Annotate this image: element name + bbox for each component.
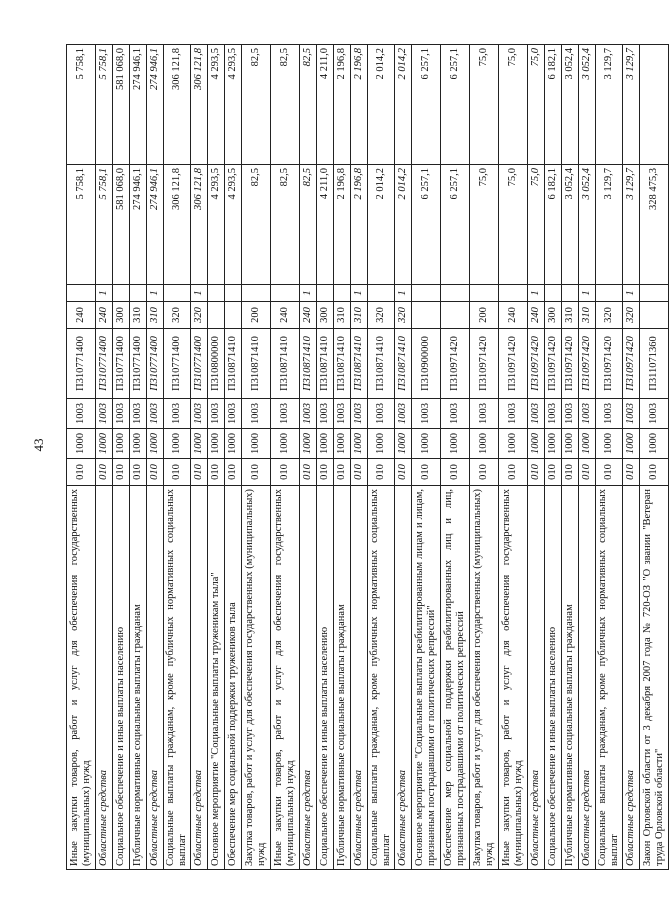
- row-name: Иные закупки товаров, работ и услуг для обеспечения государственных (муниципальных) нужд: [499, 486, 528, 870]
- admin-code: 010: [242, 459, 271, 486]
- admin-code: 010: [147, 459, 164, 486]
- funding-source-flag: [412, 285, 441, 302]
- subsection-code: 1003: [130, 399, 147, 429]
- table-row: [164, 45, 191, 870]
- target-article-code: П310871410: [395, 329, 412, 399]
- row-name: Социальное обеспечение и иные выплаты населению: [317, 486, 334, 870]
- funding-source-flag: [596, 285, 623, 302]
- subsection-code: 1003: [147, 399, 164, 429]
- subsection-code: 1003: [368, 399, 395, 429]
- table-row: [334, 45, 351, 870]
- subsection-code: 1003: [441, 399, 470, 429]
- section-code: 1000: [96, 429, 113, 459]
- target-article-code: П310971420: [579, 329, 596, 399]
- expense-type-code: [441, 302, 470, 329]
- target-article-code: П310971420: [562, 329, 579, 399]
- table-row: [130, 45, 147, 870]
- table-row: [351, 45, 368, 870]
- funding-source-flag: [562, 285, 579, 302]
- row-name: Основное мероприятие "Социальные выплаты реабилитированным лицам и лицам, признанным пострадавшими от политических репрессий": [412, 486, 441, 870]
- amount-year-2: 306 121,8: [191, 45, 208, 165]
- admin-code: 010: [545, 459, 562, 486]
- expense-type-code: 300: [545, 302, 562, 329]
- section-code: 1000: [242, 429, 271, 459]
- row-name: Публичные нормативные социальные выплаты гражданам: [562, 486, 579, 870]
- funding-source-flag: 1: [300, 285, 317, 302]
- expense-type-code: [208, 302, 225, 329]
- amount-year-1: 82,5: [271, 165, 300, 285]
- expense-type-code: 320: [368, 302, 395, 329]
- section-code: 1000: [67, 429, 96, 459]
- table-row: [67, 45, 96, 870]
- row-name: Закупка товаров, работ и услуг для обеспечения государственных (муниципальных) нужд: [470, 486, 499, 870]
- expense-type-code: 310: [351, 302, 368, 329]
- amount-year-2: 2 196,8: [351, 45, 368, 165]
- table-row: [441, 45, 470, 870]
- amount-year-2: 6 182,1: [545, 45, 562, 165]
- section-code: 1000: [441, 429, 470, 459]
- expense-type-code: 310: [579, 302, 596, 329]
- funding-source-flag: [499, 285, 528, 302]
- row-name: Социальные выплаты гражданам, кроме публичных нормативных социальных выплат: [368, 486, 395, 870]
- funding-source-flag: [113, 285, 130, 302]
- funding-source-flag: [225, 285, 242, 302]
- amount-year-2: 5 758,1: [67, 45, 96, 165]
- target-article-code: П310871410: [334, 329, 351, 399]
- row-name: Закон Орловской области от 3 декабря 2007 года № 720-ОЗ "О звании "Ветеран труда Орловской области": [640, 486, 669, 870]
- admin-code: 010: [368, 459, 395, 486]
- section-code: 1000: [334, 429, 351, 459]
- amount-year-2: 4 293,5: [225, 45, 242, 165]
- expense-type-code: 200: [470, 302, 499, 329]
- table-body: [67, 45, 669, 870]
- amount-year-2: 75,0: [499, 45, 528, 165]
- funding-source-flag: [640, 285, 669, 302]
- expense-type-code: [640, 302, 669, 329]
- amount-year-2: 2 014,2: [368, 45, 395, 165]
- amount-year-1: 6 182,1: [545, 165, 562, 285]
- admin-code: 010: [225, 459, 242, 486]
- section-code: 1000: [579, 429, 596, 459]
- table-row: [528, 45, 545, 870]
- table-row: [300, 45, 317, 870]
- amount-year-1: 4 293,5: [225, 165, 242, 285]
- amount-year-1: 2 196,8: [351, 165, 368, 285]
- amount-year-1: 5 758,1: [67, 165, 96, 285]
- table-row: [640, 45, 669, 870]
- subsection-code: 1003: [562, 399, 579, 429]
- row-name: Публичные нормативные социальные выплаты гражданам: [130, 486, 147, 870]
- funding-source-flag: [368, 285, 395, 302]
- table-row: [596, 45, 623, 870]
- subsection-code: 1003: [596, 399, 623, 429]
- table-row: [623, 45, 640, 870]
- subsection-code: 1003: [640, 399, 669, 429]
- admin-code: 010: [470, 459, 499, 486]
- row-name: Обеспечение мер социальной поддержки тружеников тыла: [225, 486, 242, 870]
- admin-code: 010: [191, 459, 208, 486]
- amount-year-2: 274 946,1: [147, 45, 164, 165]
- table-row: [579, 45, 596, 870]
- amount-year-2: [640, 45, 669, 165]
- table-row: [562, 45, 579, 870]
- subsection-code: 1003: [412, 399, 441, 429]
- amount-year-1: 274 946,1: [130, 165, 147, 285]
- admin-code: 010: [96, 459, 113, 486]
- target-article-code: П310800000: [208, 329, 225, 399]
- amount-year-2: 306 121,8: [164, 45, 191, 165]
- amount-year-2: 4 293,5: [208, 45, 225, 165]
- amount-year-2: 2 014,2: [395, 45, 412, 165]
- expense-type-code: 320: [164, 302, 191, 329]
- funding-source-flag: [271, 285, 300, 302]
- amount-year-1: 75,0: [499, 165, 528, 285]
- target-article-code: П310971420: [499, 329, 528, 399]
- funding-source-flag: [67, 285, 96, 302]
- target-article-code: П310871410: [225, 329, 242, 399]
- row-name: Публичные нормативные социальные выплаты гражданам: [334, 486, 351, 870]
- admin-code: 010: [317, 459, 334, 486]
- amount-year-2: 82,5: [271, 45, 300, 165]
- section-code: 1000: [395, 429, 412, 459]
- row-name: Областные средства: [96, 486, 113, 870]
- amount-year-1: 82,5: [242, 165, 271, 285]
- target-article-code: П310971420: [623, 329, 640, 399]
- expense-type-code: [225, 302, 242, 329]
- amount-year-1: 4 293,5: [208, 165, 225, 285]
- admin-code: 010: [208, 459, 225, 486]
- amount-year-1: 75,0: [528, 165, 545, 285]
- row-name: Областные средства: [147, 486, 164, 870]
- subsection-code: 1003: [499, 399, 528, 429]
- admin-code: 010: [499, 459, 528, 486]
- row-name: Иные закупки товаров, работ и услуг для обеспечения государственных (муниципальных) нужд: [67, 486, 96, 870]
- section-code: 1000: [164, 429, 191, 459]
- subsection-code: 1003: [113, 399, 130, 429]
- amount-year-1: 3 129,7: [623, 165, 640, 285]
- expense-type-code: 240: [271, 302, 300, 329]
- amount-year-2: 82,5: [242, 45, 271, 165]
- target-article-code: П310871410: [368, 329, 395, 399]
- target-article-code: П310771400: [67, 329, 96, 399]
- amount-year-2: 2 196,8: [334, 45, 351, 165]
- expense-type-code: 320: [395, 302, 412, 329]
- section-code: 1000: [545, 429, 562, 459]
- funding-source-flag: [208, 285, 225, 302]
- amount-year-2: 3 129,7: [623, 45, 640, 165]
- section-code: 1000: [528, 429, 545, 459]
- budget-table: [66, 44, 669, 870]
- funding-source-flag: 1: [623, 285, 640, 302]
- expense-type-code: 240: [528, 302, 545, 329]
- table-row: [208, 45, 225, 870]
- amount-year-1: 75,0: [470, 165, 499, 285]
- target-article-code: П310771400: [113, 329, 130, 399]
- admin-code: 010: [300, 459, 317, 486]
- target-article-code: П310871410: [351, 329, 368, 399]
- subsection-code: 1003: [300, 399, 317, 429]
- admin-code: 010: [441, 459, 470, 486]
- target-article-code: П310771400: [164, 329, 191, 399]
- page-number: 43: [31, 438, 46, 452]
- table-row: [191, 45, 208, 870]
- section-code: 1000: [130, 429, 147, 459]
- section-code: 1000: [412, 429, 441, 459]
- target-article-code: П310971420: [596, 329, 623, 399]
- subsection-code: 1003: [191, 399, 208, 429]
- subsection-code: 1003: [470, 399, 499, 429]
- table-row: [412, 45, 441, 870]
- target-article-code: П310971420: [528, 329, 545, 399]
- subsection-code: 1003: [545, 399, 562, 429]
- row-name: Областные средства: [395, 486, 412, 870]
- subsection-code: 1003: [242, 399, 271, 429]
- subsection-code: 1003: [67, 399, 96, 429]
- table-row: [96, 45, 113, 870]
- funding-source-flag: 1: [579, 285, 596, 302]
- admin-code: 010: [351, 459, 368, 486]
- table-row: [499, 45, 528, 870]
- funding-source-flag: [242, 285, 271, 302]
- rotated-page: [66, 45, 669, 870]
- target-article-code: П310871410: [300, 329, 317, 399]
- admin-code: 010: [164, 459, 191, 486]
- funding-source-flag: 1: [147, 285, 164, 302]
- row-name: Областные средства: [623, 486, 640, 870]
- section-code: 1000: [623, 429, 640, 459]
- table-row: [242, 45, 271, 870]
- funding-source-flag: [470, 285, 499, 302]
- funding-source-flag: 1: [96, 285, 113, 302]
- amount-year-1: 4 211,0: [317, 165, 334, 285]
- amount-year-1: 2 014,2: [395, 165, 412, 285]
- funding-source-flag: 1: [395, 285, 412, 302]
- amount-year-2: 3 052,4: [562, 45, 579, 165]
- amount-year-2: 4 211,0: [317, 45, 334, 165]
- row-name: Областные средства: [579, 486, 596, 870]
- section-code: 1000: [300, 429, 317, 459]
- subsection-code: 1003: [528, 399, 545, 429]
- table-row: [147, 45, 164, 870]
- subsection-code: 1003: [164, 399, 191, 429]
- funding-source-flag: [441, 285, 470, 302]
- row-name: Обеспечение мер социальной поддержки реабилитированных лиц и лиц, признанных пострадавшими от политических репрессий: [441, 486, 470, 870]
- amount-year-2: 581 068,0: [113, 45, 130, 165]
- subsection-code: 1003: [334, 399, 351, 429]
- target-article-code: П311071360: [640, 329, 669, 399]
- amount-year-2: 6 257,1: [412, 45, 441, 165]
- subsection-code: 1003: [317, 399, 334, 429]
- admin-code: 010: [528, 459, 545, 486]
- amount-year-1: 6 257,1: [441, 165, 470, 285]
- amount-year-1: 82,5: [300, 165, 317, 285]
- subsection-code: 1003: [225, 399, 242, 429]
- table-row: [395, 45, 412, 870]
- amount-year-1: 581 068,0: [113, 165, 130, 285]
- section-code: 1000: [562, 429, 579, 459]
- admin-code: 010: [579, 459, 596, 486]
- amount-year-1: 3 052,4: [562, 165, 579, 285]
- amount-year-1: 2 196,8: [334, 165, 351, 285]
- amount-year-1: 306 121,8: [191, 165, 208, 285]
- admin-code: 010: [334, 459, 351, 486]
- amount-year-1: 3 052,4: [579, 165, 596, 285]
- target-article-code: П310971420: [470, 329, 499, 399]
- table-row: [317, 45, 334, 870]
- expense-type-code: 320: [596, 302, 623, 329]
- target-article-code: П310871410: [317, 329, 334, 399]
- row-name: Иные закупки товаров, работ и услуг для обеспечения государственных (муниципальных) нужд: [271, 486, 300, 870]
- section-code: 1000: [499, 429, 528, 459]
- row-name: Социальное обеспечение и иные выплаты населению: [113, 486, 130, 870]
- row-name: Основное мероприятие "Социальные выплаты труженикам тыла": [208, 486, 225, 870]
- expense-type-code: 200: [242, 302, 271, 329]
- section-code: 1000: [351, 429, 368, 459]
- amount-year-1: 5 758,1: [96, 165, 113, 285]
- amount-year-2: 6 257,1: [441, 45, 470, 165]
- funding-source-flag: 1: [351, 285, 368, 302]
- funding-source-flag: [317, 285, 334, 302]
- row-name: Закупка товаров, работ и услуг для обеспечения государственных (муниципальных) нужд: [242, 486, 271, 870]
- target-article-code: П310871410: [271, 329, 300, 399]
- expense-type-code: 310: [147, 302, 164, 329]
- amount-year-1: 328 475,3: [640, 165, 669, 285]
- funding-source-flag: [545, 285, 562, 302]
- amount-year-2: 75,0: [470, 45, 499, 165]
- admin-code: 010: [562, 459, 579, 486]
- subsection-code: 1003: [351, 399, 368, 429]
- expense-type-code: 300: [113, 302, 130, 329]
- subsection-code: 1003: [96, 399, 113, 429]
- amount-year-1: 6 257,1: [412, 165, 441, 285]
- section-code: 1000: [596, 429, 623, 459]
- admin-code: 010: [623, 459, 640, 486]
- funding-source-flag: [334, 285, 351, 302]
- section-code: 1000: [271, 429, 300, 459]
- row-name: Областные средства: [300, 486, 317, 870]
- section-code: 1000: [208, 429, 225, 459]
- expense-type-code: 310: [334, 302, 351, 329]
- funding-source-flag: 1: [191, 285, 208, 302]
- amount-year-2: 5 758,1: [96, 45, 113, 165]
- section-code: 1000: [640, 429, 669, 459]
- table-row: [271, 45, 300, 870]
- admin-code: 010: [130, 459, 147, 486]
- expense-type-code: 240: [67, 302, 96, 329]
- funding-source-flag: [164, 285, 191, 302]
- admin-code: 010: [395, 459, 412, 486]
- admin-code: 010: [640, 459, 669, 486]
- table-row: [113, 45, 130, 870]
- admin-code: 010: [67, 459, 96, 486]
- admin-code: 010: [271, 459, 300, 486]
- expense-type-code: 320: [191, 302, 208, 329]
- target-article-code: П310771400: [191, 329, 208, 399]
- admin-code: 010: [596, 459, 623, 486]
- subsection-code: 1003: [579, 399, 596, 429]
- expense-type-code: [412, 302, 441, 329]
- expense-type-code: 240: [300, 302, 317, 329]
- subsection-code: 1003: [395, 399, 412, 429]
- funding-source-flag: 1: [528, 285, 545, 302]
- amount-year-1: 2 014,2: [368, 165, 395, 285]
- section-code: 1000: [317, 429, 334, 459]
- subsection-code: 1003: [271, 399, 300, 429]
- section-code: 1000: [191, 429, 208, 459]
- funding-source-flag: [130, 285, 147, 302]
- row-name: Социальные выплаты гражданам, кроме публичных нормативных социальных выплат: [596, 486, 623, 870]
- section-code: 1000: [225, 429, 242, 459]
- amount-year-2: 3 052,4: [579, 45, 596, 165]
- expense-type-code: 320: [623, 302, 640, 329]
- amount-year-2: 274 946,1: [130, 45, 147, 165]
- admin-code: 010: [412, 459, 441, 486]
- expense-type-code: 240: [499, 302, 528, 329]
- target-article-code: П310771400: [96, 329, 113, 399]
- subsection-code: 1003: [623, 399, 640, 429]
- target-article-code: П310971420: [441, 329, 470, 399]
- section-code: 1000: [368, 429, 395, 459]
- table-row: [470, 45, 499, 870]
- subsection-code: 1003: [208, 399, 225, 429]
- amount-year-2: 3 129,7: [596, 45, 623, 165]
- amount-year-2: 75,0: [528, 45, 545, 165]
- expense-type-code: 300: [317, 302, 334, 329]
- target-article-code: П310971420: [545, 329, 562, 399]
- target-article-code: П310771400: [130, 329, 147, 399]
- expense-type-code: 310: [130, 302, 147, 329]
- expense-type-code: 310: [562, 302, 579, 329]
- section-code: 1000: [147, 429, 164, 459]
- amount-year-1: 274 946,1: [147, 165, 164, 285]
- amount-year-1: 306 121,8: [164, 165, 191, 285]
- admin-code: 010: [113, 459, 130, 486]
- amount-year-2: 82,5: [300, 45, 317, 165]
- row-name: Областные средства: [528, 486, 545, 870]
- table-row: [225, 45, 242, 870]
- section-code: 1000: [470, 429, 499, 459]
- target-article-code: П310900000: [412, 329, 441, 399]
- table-row: [368, 45, 395, 870]
- section-code: 1000: [113, 429, 130, 459]
- target-article-code: П310871410: [242, 329, 271, 399]
- row-name: Областные средства: [351, 486, 368, 870]
- row-name: Областные средства: [191, 486, 208, 870]
- row-name: Социальное обеспечение и иные выплаты населению: [545, 486, 562, 870]
- expense-type-code: 240: [96, 302, 113, 329]
- target-article-code: П310771400: [147, 329, 164, 399]
- row-name: Социальные выплаты гражданам, кроме публичных нормативных социальных выплат: [164, 486, 191, 870]
- amount-year-1: 3 129,7: [596, 165, 623, 285]
- table-row: [545, 45, 562, 870]
